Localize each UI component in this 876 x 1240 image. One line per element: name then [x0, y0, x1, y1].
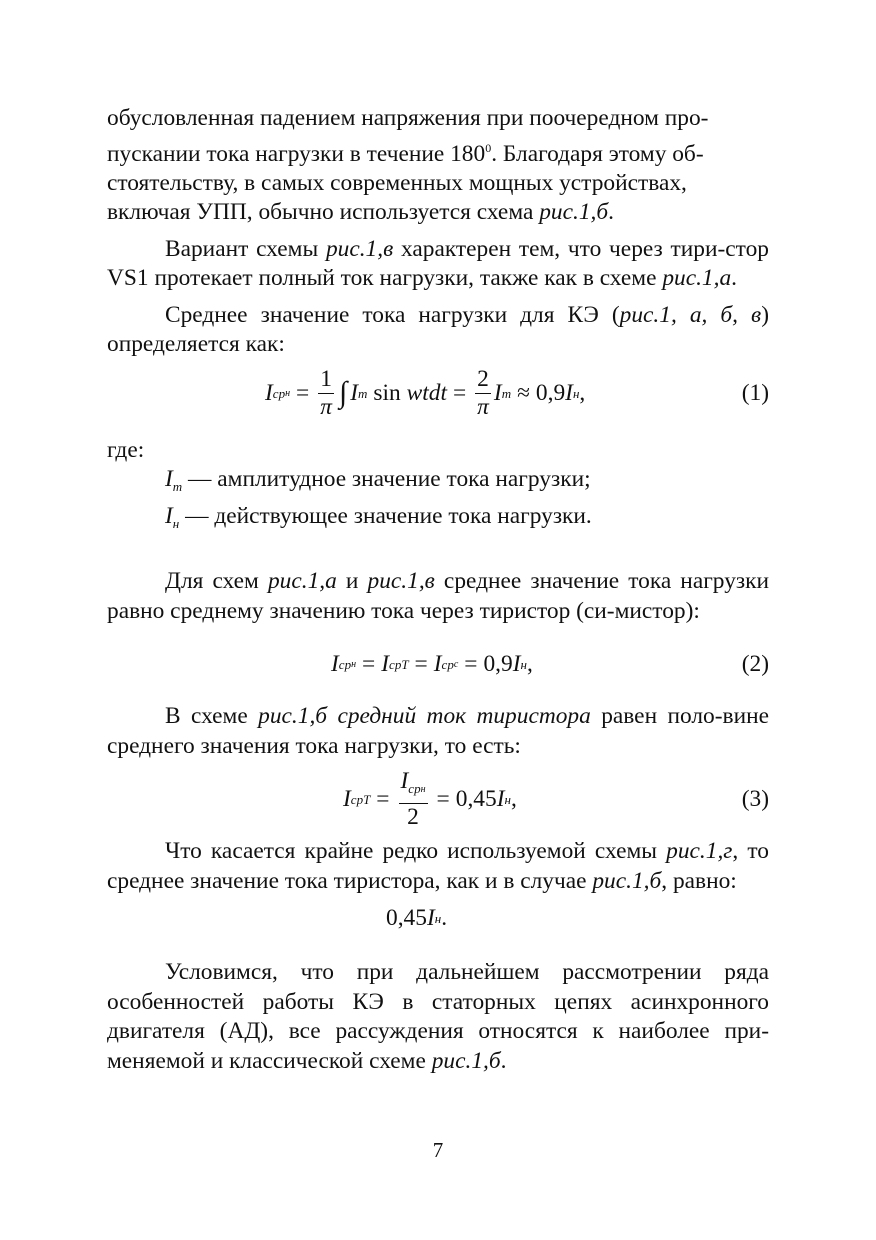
equation-3 — [107, 765, 769, 833]
equation-4-formula: 0,45 I н . — [386, 904, 448, 931]
figure-reference: рис.1,а — [662, 265, 732, 292]
integral-sign: ∫ — [338, 376, 348, 410]
paragraph-3: Среднее значение тока нагрузки для КЭ (рис.1, а, б, в) определяется как: — [107, 301, 769, 358]
equation-number: (3) — [741, 785, 769, 812]
equation-number: (1) — [741, 380, 769, 407]
paragraph-2: Вариант схемы рис.1,в характерен тем, что через тири-стор VS1 протекает полный ток нагрузки, также как в схеме рис.1,а. — [107, 235, 769, 292]
page-number: 7 — [432, 1138, 444, 1162]
equation-number: (2) — [741, 650, 769, 677]
paragraph-4: Для схем рис.1,а и рис.1,в среднее значение тока нагрузки равно среднему значению тока через тиристор (си-мистор): — [107, 568, 770, 624]
equation-2 — [107, 630, 769, 698]
paragraph-5: В схеме рис.1,б средний ток тиристора равен поло-вине среднего значения тока нагрузки, то есть: — [107, 703, 769, 759]
equation-1 — [107, 360, 769, 428]
paragraph-1: обусловленная падением напряжения при поочередном про- пускании тока нагрузки в течение $180^0$. Благодаря этому об- стоятельству, в самых современных мощных устройствах, включая УПП, обычно используется схема рис.1,б. — [107, 105, 709, 226]
figure-reference: рис.1,б средний ток тиристора — [258, 703, 591, 730]
paragraph-7: Условимся, что при дальнейшем рассмотрении ряда особенностей работы КЭ в статорных цепях асинхронного двигателя (АД), все рассуждения относятся к наиболее при-меняемой и классической схеме рис.1,б. — [107, 959, 769, 1074]
figure-reference: рис.1,в — [325, 235, 394, 262]
paragraph-6: Что касается крайне редко используемой схемы рис.1,г, то среднее значение тока тиристора, как и в случае рис.1,б, равно: — [107, 838, 769, 894]
figure-reference: рис.1,в — [367, 568, 435, 595]
fraction: $\frac{I_{ср}н}{2}$ — [400, 767, 426, 830]
figure-reference: рис.1,а — [267, 568, 337, 595]
figure-reference: рис.1, а, б, в — [619, 301, 762, 328]
definition-im: $I_m$ — амплитудное значение тока нагрузки; — [165, 466, 591, 495]
equation-2-formula: I ср н = I срТ = I ср с = 0,9 I н , — [331, 650, 533, 677]
figure-reference: рис.1,г — [666, 838, 733, 865]
figure-reference: рис.1,б — [431, 1047, 501, 1074]
equation-1-formula: I ср н = $\frac{1}{\pi}$ ∫ I m sin wtdt = $\frac{2}{\pi}$ I m ≈ 0,9 I н , — [265, 366, 586, 421]
equation-3-formula: I срТ = $\frac{I_{ср}н}{2}$ = 0,45 I н , — [343, 767, 517, 830]
figure-reference: рис.1,б — [592, 867, 662, 894]
figure-reference: рис.1,б — [539, 199, 609, 226]
page-body — [107, 104, 769, 1076]
equation-4 — [107, 896, 769, 940]
where-label: где: — [107, 436, 145, 463]
definition-in: $I_н$ — действующее значение тока нагрузки. — [165, 502, 592, 531]
fraction: $\frac{1}{\pi}$ — [320, 366, 332, 421]
fraction: $\frac{2}{\pi}$ — [477, 366, 489, 421]
